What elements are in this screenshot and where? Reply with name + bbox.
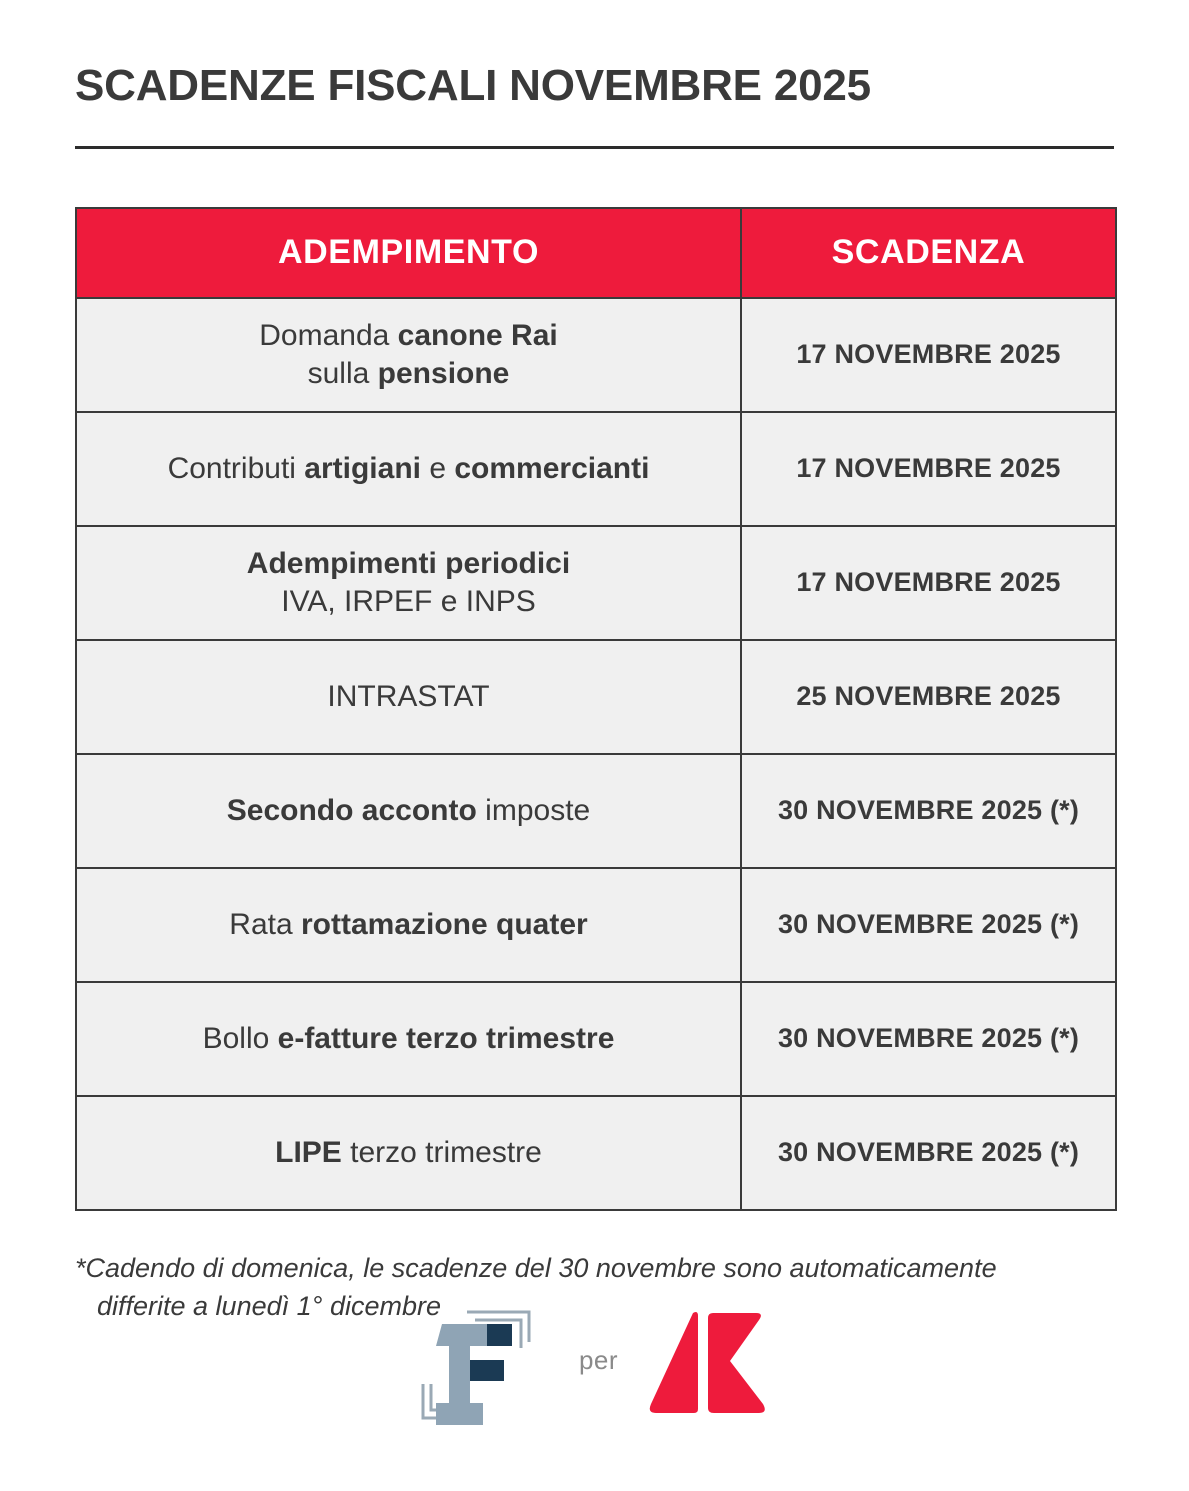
- table-row: [76, 1096, 1116, 1210]
- cell-scadenza: 17 NOVEMBRE 2025: [741, 526, 1116, 640]
- table-body: [76, 298, 1116, 1210]
- cell-adempimento: Bollo e-fatture terzo trimestre: [76, 982, 741, 1096]
- footnote-line-2: differite a lunedì 1° dicembre: [97, 1290, 441, 1321]
- cell-adempimento: Secondo acconto imposte: [76, 754, 741, 868]
- f-logo: [421, 1300, 551, 1425]
- cell-adempimento: Domanda canone Rai sulla pensione: [76, 298, 741, 412]
- cell-scadenza: 30 NOVEMBRE 2025 (*): [741, 1096, 1116, 1210]
- cell-adempimento: Contributi artigiani e commercianti: [76, 412, 741, 526]
- table-row: [76, 640, 1116, 754]
- cell-scadenza: 17 NOVEMBRE 2025: [741, 298, 1116, 412]
- table-row: [76, 526, 1116, 640]
- footer-logos: [0, 1300, 1189, 1425]
- table-row: [76, 982, 1116, 1096]
- footnote-line-1: *Cadendo di domenica, le scadenze del 30 novembre sono automaticamente: [75, 1252, 997, 1283]
- table-row: [76, 298, 1116, 412]
- cell-adempimento: INTRASTAT: [76, 640, 741, 754]
- table-header-row: [76, 208, 1116, 298]
- cell-adempimento: Adempimenti periodici IVA, IRPEF e INPS: [76, 526, 741, 640]
- cell-scadenza: 30 NOVEMBRE 2025 (*): [741, 868, 1116, 982]
- table-row: [76, 868, 1116, 982]
- column-header-adempimento: ADEMPIMENTO: [76, 208, 741, 298]
- per-label: per: [578, 1345, 619, 1375]
- cell-adempimento: LIPE terzo trimestre: [76, 1096, 741, 1210]
- k-logo: [646, 1308, 768, 1418]
- deadlines-table: [75, 207, 1117, 1211]
- title-divider: [75, 146, 1114, 149]
- cell-scadenza: 17 NOVEMBRE 2025: [741, 412, 1116, 526]
- column-header-scadenza: SCADENZA: [741, 208, 1116, 298]
- page-title: SCADENZE FISCALI NOVEMBRE 2025: [75, 61, 871, 110]
- cell-scadenza: 25 NOVEMBRE 2025: [741, 640, 1116, 754]
- cell-scadenza: 30 NOVEMBRE 2025 (*): [741, 982, 1116, 1096]
- table-header: [76, 208, 1116, 298]
- cell-adempimento: Rata rottamazione quater: [76, 868, 741, 982]
- cell-scadenza: 30 NOVEMBRE 2025 (*): [741, 754, 1116, 868]
- title-block: [75, 0, 1114, 149]
- table-row: [76, 754, 1116, 868]
- table-row: [76, 412, 1116, 526]
- deadlines-table-wrapper: [75, 207, 1114, 1211]
